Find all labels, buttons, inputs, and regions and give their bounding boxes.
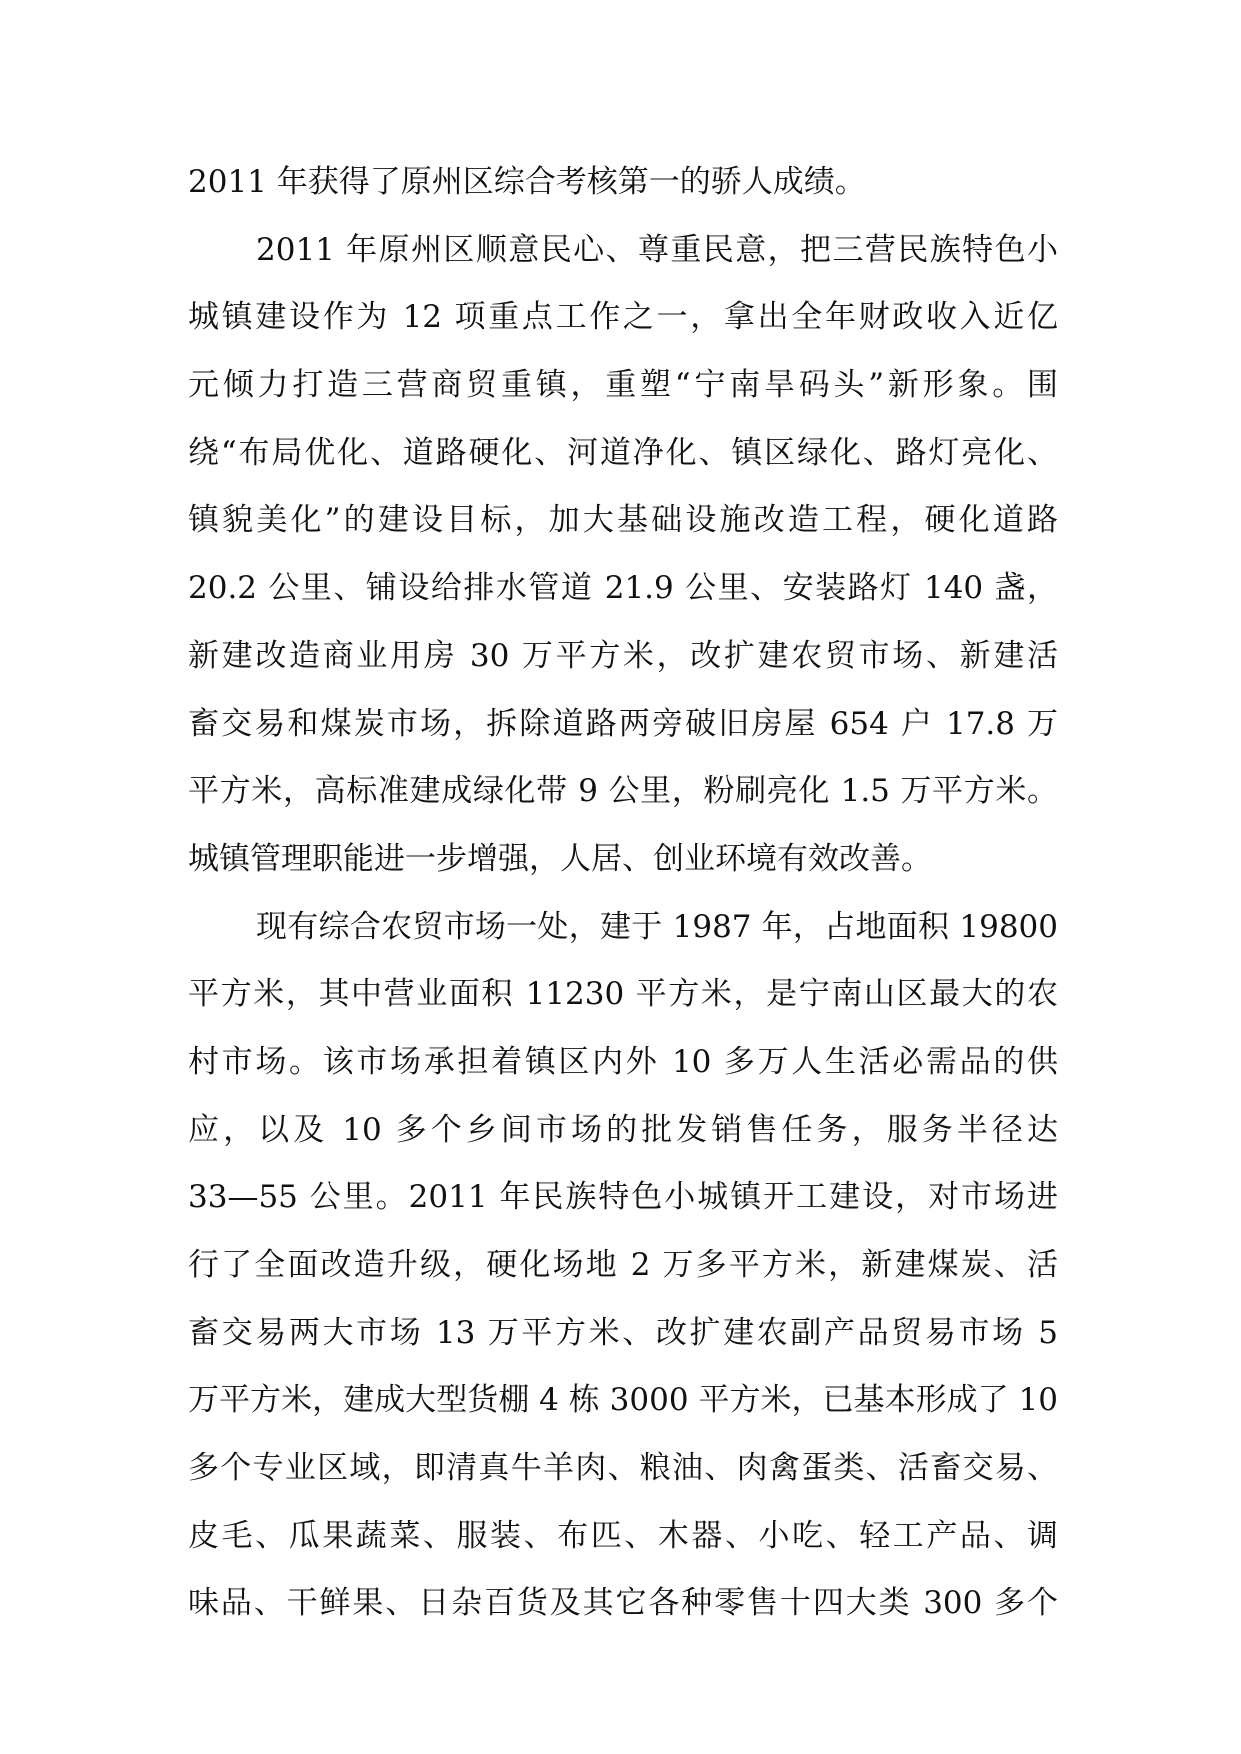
text-line: 皮毛、瓜果蔬菜、服装、布匹、木器、小吃、轻工产品、调 — [188, 1517, 1058, 1554]
text-line: 畜交易两大市场 13 万平方米、改扩建农副产品贸易市场 5 — [188, 1314, 1058, 1351]
body-text — [188, 157, 1058, 1646]
text-line: 平方米，高标准建成绿化带 9 公里，粉刷亮化 1.5 万平方米。 — [188, 773, 1058, 810]
text-line: 2011 年原州区顺意民心、尊重民意，把三营民族特色小 — [256, 231, 1058, 268]
text-line: 现有综合农贸市场一处，建于 1987 年，占地面积 19800 — [256, 908, 1058, 945]
text-line: 绕“布局优化、道路硬化、河道净化、镇区绿化、路灯亮化、 — [188, 434, 1058, 471]
text-line: 城镇管理职能进一步增强，人居、创业环境有效改善。 — [188, 840, 932, 877]
text-line: 万平方米，建成大型货棚 4 栋 3000 平方米，已基本形成了 10 — [188, 1382, 1058, 1419]
text-line: 20.2 公里、铺设给排水管道 21.9 公里、安装路灯 140 盏， — [188, 570, 1058, 607]
text-line: 元倾力打造三营商贸重镇，重塑“宁南旱码头”新形象。围 — [188, 367, 1058, 404]
text-line: 行了全面改造升级，硬化场地 2 万多平方米，新建煤炭、活 — [188, 1247, 1058, 1283]
text-line: 镇貌美化”的建设目标，加大基础设施改造工程，硬化道路 — [188, 502, 1058, 539]
text-line: 畜交易和煤炭市场，拆除道路两旁破旧房屋 654 户 17.8 万 — [188, 705, 1058, 742]
text-line: 多个专业区域，即清真牛羊肉、粮油、肉禽蛋类、活畜交易、 — [188, 1450, 1058, 1487]
text-line: 平方米，其中营业面积 11230 平方米，是宁南山区最大的农 — [188, 976, 1058, 1013]
text-line: 2011 年获得了原州区综合考核第一的骄人成绩。 — [188, 164, 866, 200]
text-line: 味品、干鲜果、日杂百货及其它各种零售十四大类 300 多个 — [188, 1585, 1058, 1622]
text-line: 城镇建设作为 12 项重点工作之一，拿出全年财政收入近亿 — [188, 299, 1058, 336]
text-line: 33—55 公里。2011 年民族特色小城镇开工建设，对市场进 — [188, 1179, 1058, 1216]
text-line: 村市场。该市场承担着镇区内外 10 多万人生活必需品的供 — [188, 1043, 1058, 1080]
text-line: 新建改造商业用房 30 万平方米，改扩建农贸市场、新建活 — [188, 637, 1058, 674]
text-line: 应，以及 10 多个乡间市场的批发销售任务，服务半径达 — [188, 1111, 1058, 1148]
